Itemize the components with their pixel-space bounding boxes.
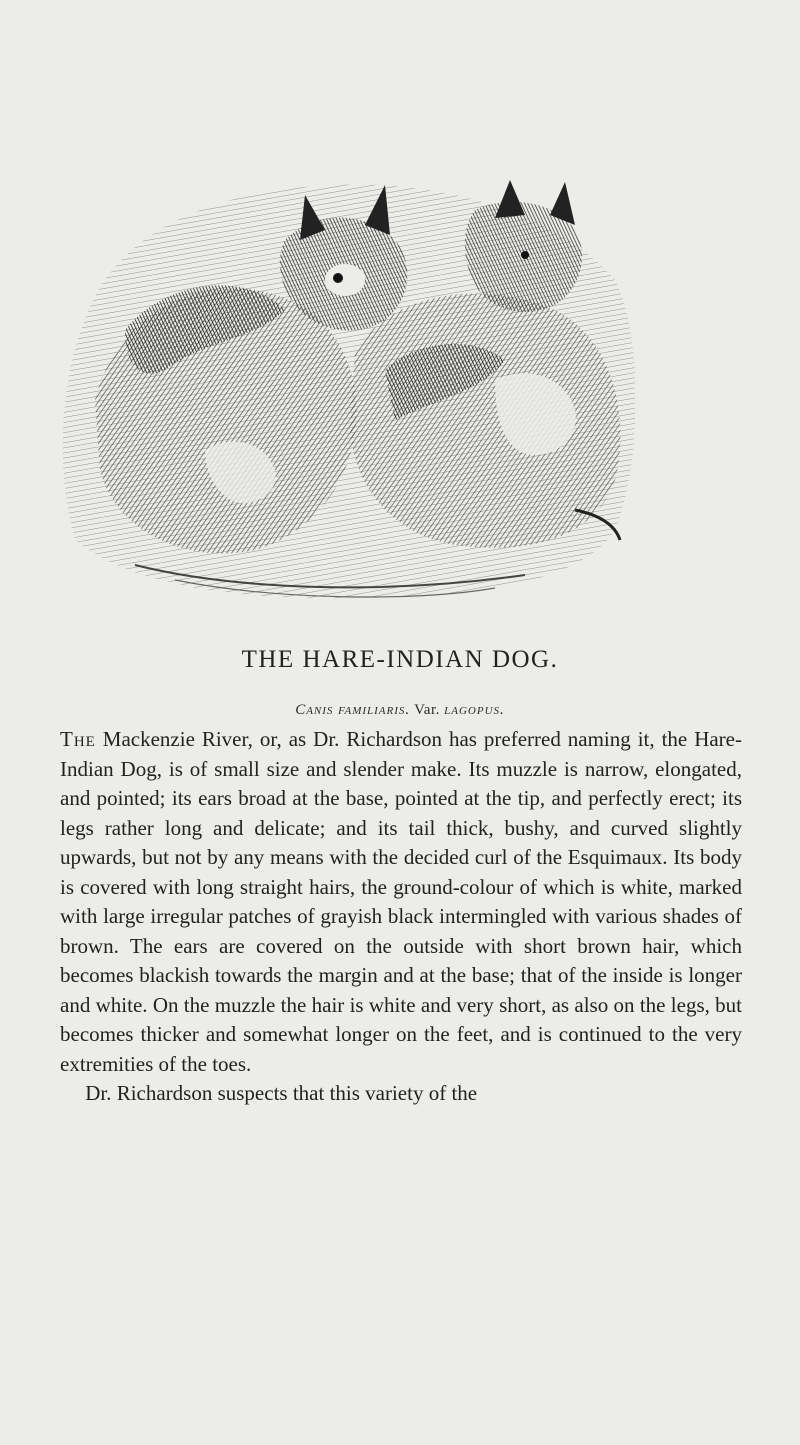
paragraph-2: Dr. Richardson suspects that this variety of the bbox=[85, 1081, 478, 1105]
variety-prefix: Var. bbox=[414, 702, 440, 718]
scientific-name bbox=[0, 702, 800, 719]
section-title: THE HARE-INDIAN DOG. bbox=[241, 646, 559, 673]
latin-variety: lagopus. bbox=[444, 702, 505, 718]
dog-engraving-illustration bbox=[55, 170, 635, 610]
paragraph-1-text: Mackenzie River, or, as Dr. Richardson has preferred naming it, the Hare-Indian Dog, is of small size and slender make. Its muzzle is narrow, elongated, and pointed; its ears broad at the base, pointed at the tip, and perfectly erect; its legs rather long and delicate; and its tail thick, bushy, and curved slightly upwards, but not by any means with the decided curl of the Esquimaux. Its body is covered with long straight hairs, the ground-colour of which is white, marked with large irregular patches of grayish black intermingled with various shades of brown. The ears are covered on the outside with short brown hair, which becomes blackish towards the margin and at the base; that of the inside is longer and white. On the muzzle the hair is white and very short, as also on the legs, but becomes thicker and somewhat longer on the feet, and is continued to the very extremities of the toes. bbox=[60, 727, 742, 1076]
paragraph-1 bbox=[60, 725, 742, 1079]
body-text bbox=[60, 725, 742, 1109]
latin-genus: Canis familiaris. bbox=[295, 702, 411, 718]
lead-word: The bbox=[60, 727, 96, 751]
